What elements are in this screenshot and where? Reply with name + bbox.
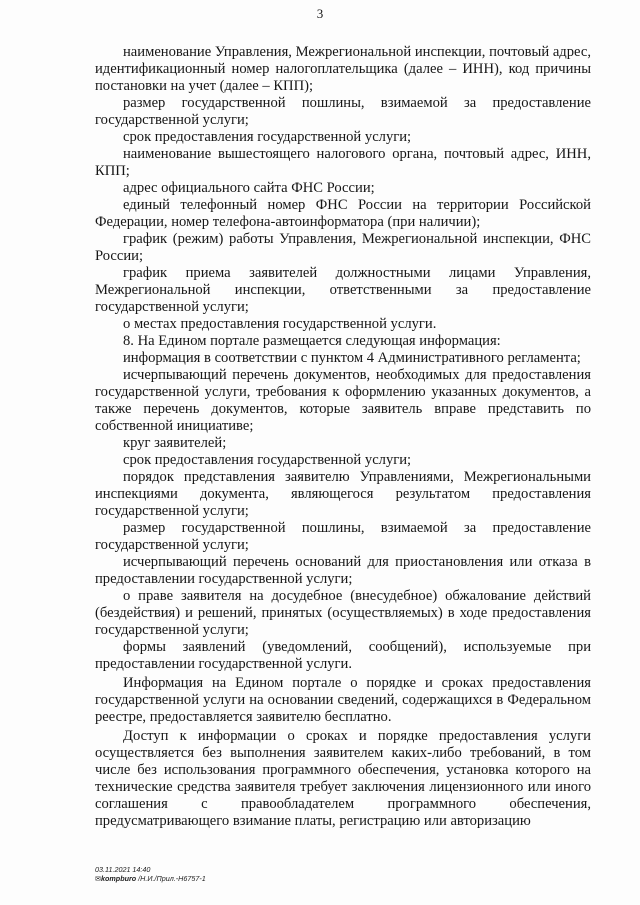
footer-line	[95, 875, 206, 884]
footer-date: 03.11.2021 14:40	[95, 865, 151, 874]
paragraph: формы заявлений (уведомлений, сообщений), используемые при предоставлении государственной услуги.	[95, 639, 591, 672]
footer-stamp-text: /Н.И./Прил.-Н6757-1	[138, 873, 206, 883]
paragraph: график приема заявителей должностными лицами Управления, Межрегиональной инспекции, ответственными за предоставление государственной услуги;	[95, 265, 591, 315]
paragraph: срок предоставления государственной услуги;	[123, 452, 412, 468]
paragraph: информация в соответствии с пунктом 4 Административного регламента;	[123, 350, 581, 366]
paragraph: наименование вышестоящего налогового органа, почтовый адрес, ИНН, КПП;	[95, 146, 591, 179]
paragraph: исчерпывающий перечень документов, необходимых для предоставления государственной услуги, требования к оформлению указанных документов, а также перечень документов, которые заявитель вправе представить по собственной инициативе;	[95, 367, 591, 434]
section-heading: 8. На Едином портале размещается следующая информация:	[123, 333, 501, 349]
paragraph: график (режим) работы Управления, Межрегиональной инспекции, ФНС России;	[95, 231, 591, 264]
page-number: 3	[316, 6, 324, 21]
kompburo-logo-icon: ✉	[95, 873, 102, 883]
paragraph: единый телефонный номер ФНС России на территории Российской Федерации, номер телефона-автоинформатора (при наличии);	[95, 197, 591, 230]
paragraph: о праве заявителя на досудебное (внесудебное) обжалование действий (бездействия) и решений, принятых (осуществляемых) в ходе предоставления государственной услуги;	[95, 588, 591, 638]
paragraph: размер государственной пошлины, взимаемой за предоставление государственной услуги;	[95, 520, 591, 553]
paragraph: круг заявителей;	[123, 435, 227, 451]
paragraph: порядок представления заявителю Управлениями, Межрегиональными инспекциями документа, являющегося результатом предоставления государственной услуги;	[95, 469, 591, 519]
footer-logo-text: kompburo	[101, 873, 137, 883]
paragraph: наименование Управления, Межрегиональной инспекции, почтовый адрес, идентификационный номер налогоплательщика (далее – ИНН), код причины постановки на учет (далее – КПП);	[95, 44, 591, 94]
paragraph: Доступ к информации о сроках и порядке предоставления услуги осуществляется без выполнения заявителем каких-либо требований, в том числе без использования программного обеспечения, установка которого на технические средства заявителя требует заключения лицензионного или иного соглашения с правообладателем программного обеспечения, предусматривающего взимание платы, регистрацию или авторизацию	[95, 728, 591, 829]
footer-stamp	[95, 866, 206, 883]
paragraph: адрес официального сайта ФНС России;	[123, 180, 375, 196]
paragraph: исчерпывающий перечень оснований для приостановления или отказа в предоставлении государственной услуги;	[95, 554, 591, 587]
paragraph: срок предоставления государственной услуги;	[123, 129, 412, 145]
paragraph: Информация на Едином портале о порядке и сроках предоставления государственной услуги на основании сведений, содержащихся в Федеральном реестре, предоставляется заявителю бесплатно.	[95, 675, 591, 725]
paragraph: о местах предоставления государственной услуги.	[123, 316, 437, 332]
document-body	[95, 44, 591, 830]
paragraph: размер государственной пошлины, взимаемой за предоставление государственной услуги;	[95, 95, 591, 128]
